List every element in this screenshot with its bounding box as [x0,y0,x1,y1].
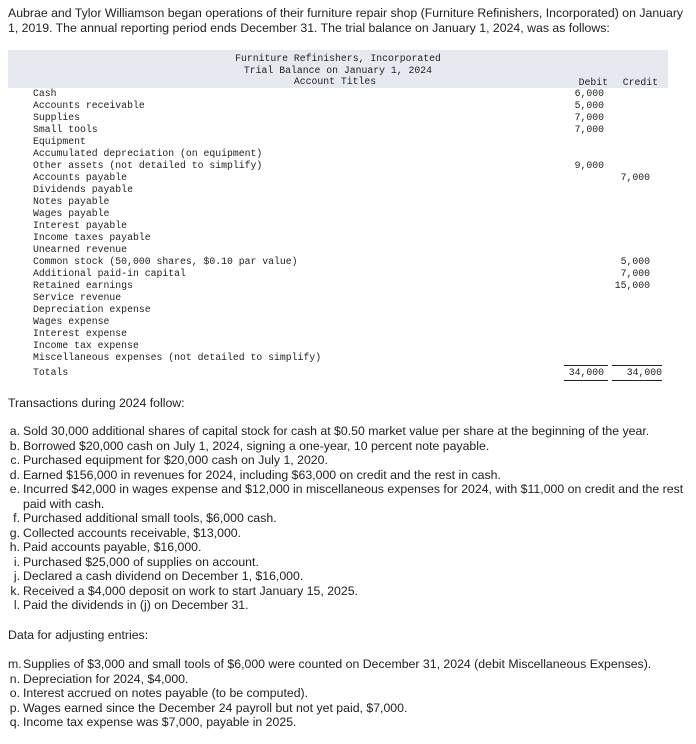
account-title: Small tools [33,124,98,135]
transaction-item [8,526,688,541]
account-title: Depreciation expense [33,304,151,315]
account-title: Interest payable [33,220,128,231]
credit-total: 34,000 [626,367,662,378]
trial-balance-row [8,100,668,112]
transaction-item-label: c. [10,453,20,467]
credit-amount: 7,000 [620,172,650,183]
trial-balance-row [8,196,668,208]
account-title: Other assets (not detailed to simplify) [33,160,263,171]
trial-balance-row [8,304,668,316]
trial-balance-row [8,124,668,136]
adjusting-item-label: m. [8,657,22,671]
adjusting-item [8,701,688,716]
transaction-item [8,482,688,511]
account-title: Income tax expense [33,340,139,351]
account-title: Wages payable [33,208,110,219]
adjusting-item-label: p. [9,700,20,715]
account-title: Notes payable [33,196,110,207]
transaction-item-text: Purchased $25,000 of supplies on account. [23,554,259,569]
account-title: Service revenue [33,292,122,303]
account-title: Interest expense [33,328,128,339]
adjusting-item-label: q. [9,715,20,729]
adjusting-item [8,715,688,730]
trial-balance-row [8,172,668,184]
company-name: Furniture Refinishers, Incorporated [235,53,441,64]
debit-amount: 9,000 [574,160,604,171]
debit-total-rule [564,365,608,366]
trial-balance-row [8,160,668,172]
credit-amount: 5,000 [620,256,650,267]
adjusting-item [8,657,688,672]
transaction-item-text: Sold 30,000 additional shares of capital stock for cash at $0.50 market value per share at the beginning of the year. [23,424,650,438]
trial-balance-row [8,148,668,160]
transaction-item-text: Earned $156,000 in revenues for 2024, including $63,000 on credit and the rest in cash. [23,467,501,482]
account-title: Miscellaneous expenses (not detailed to simplify) [33,352,322,363]
account-title: Income taxes payable [33,232,151,243]
credit-total-underline [612,380,662,381]
trial-balance-row [8,220,668,232]
transaction-item-label: j. [13,569,20,583]
credit-header: Credit [622,77,658,88]
transaction-item [8,540,688,555]
transaction-item-text: Paid the dividends in (j) on December 31. [23,598,249,612]
transaction-item-text: Declared a cash dividend on December 1, $16,000. [23,569,304,583]
problem-intro: Aubrae and Tylor Williamson began operations of their furniture repair shop (Furniture Refinishers, Incorporated) on January 1, 2019. The annual reporting period ends December 31. The trial balance on January 1, 2024, was as follows: [8,6,684,35]
transaction-item-label: d. [9,467,20,482]
debit-amount: 5,000 [574,100,604,111]
adjusting-item-text: Income tax expense was $7,000, payable in 2025. [23,715,297,729]
trial-balance-row [8,112,668,124]
adjusting-item [8,672,688,687]
transaction-item-text: Purchased additional small tools, $6,000 cash. [23,511,277,525]
transaction-item-text: Paid accounts payable, $16,000. [23,540,202,554]
transaction-item [8,598,688,613]
trial-balance-row [8,244,668,256]
transaction-item [8,555,688,570]
account-title: Accumulated depreciation (on equipment) [33,148,263,159]
totals-row [8,367,668,379]
trial-balance-row [8,328,668,340]
account-title: Unearned revenue [33,244,128,255]
transaction-item-label: l. [13,598,20,612]
adjusting-item [8,686,688,701]
transaction-item [8,439,688,454]
transaction-item [8,424,688,439]
trial-balance-row [8,292,668,304]
adjusting-item-text: Supplies of $3,000 and small tools of $6,000 were counted on December 31, 2024 (debit Miscellaneous Expenses). [23,657,652,671]
transaction-item [8,584,688,599]
adjusting-item-label: o. [9,686,20,700]
transaction-item [8,468,688,483]
trial-balance-row [8,340,668,352]
trial-balance-row [8,268,668,280]
trial-balance-row [8,316,668,328]
debit-total: 34,000 [568,367,604,378]
trial-balance-row [8,136,668,148]
transaction-item-label: h. [9,540,20,554]
transaction-item-label: b. [9,438,20,453]
account-title: Cash [33,88,57,99]
debit-amount: 7,000 [574,124,604,135]
trial-balance-row [8,184,668,196]
account-title: Equipment [33,136,86,147]
adjusting-item-label: n. [9,671,20,686]
trial-balance-row [8,208,668,220]
credit-amount: 15,000 [614,280,650,291]
trial-balance-row [8,232,668,244]
trial-balance-row [8,256,668,268]
transaction-item-text: Purchased equipment for $20,000 cash on July 1, 2020. [23,453,328,467]
transactions-heading: Transactions during 2024 follow: [8,396,185,410]
account-title: Additional paid-in capital [33,268,186,279]
transactions-list [8,424,688,613]
adjusting-item-text: Interest accrued on notes payable (to be computed). [23,686,309,700]
transaction-item-text: Received a $4,000 deposit on work to start January 15, 2025. [23,583,358,598]
transaction-item-text: Borrowed $20,000 cash on July 1, 2024, signing a one-year, 10 percent note payable. [23,438,490,453]
account-title: Retained earnings [33,280,133,291]
account-titles-header: Account Titles [293,76,377,87]
account-title: Accounts payable [33,172,128,183]
transaction-item [8,569,688,584]
transaction-item [8,453,688,468]
account-title: Wages expense [33,316,110,327]
account-title: Common stock (50,000 shares, $0.10 par value) [33,256,298,267]
trial-balance-row [8,352,668,364]
debit-amount: 6,000 [574,88,604,99]
debit-total-underline [564,380,608,381]
adjusting-item-text: Wages earned since the December 24 payroll but not yet paid, $7,000. [23,700,408,715]
trial-balance-row [8,280,668,292]
transaction-item-label: e. [9,482,20,496]
transaction-item-label: i. [13,554,20,569]
transaction-item-label: k. [10,583,20,598]
transaction-item-text: Collected accounts receivable, $13,000. [23,525,242,540]
account-title: Accounts receivable [33,100,145,111]
trial-balance-row [8,88,668,100]
trial-balance-header [8,50,668,88]
trial-balance-subtitle: Trial Balance on January 1, 2024 [243,65,433,76]
debit-amount: 7,000 [574,112,604,123]
transaction-item-label: f. [13,511,20,525]
transaction-item [8,511,688,526]
account-title: Supplies [33,112,81,123]
adjusting-list [8,657,688,730]
transaction-item-label: a. [9,424,20,438]
transaction-item-label: g. [9,525,20,540]
account-title: Dividends payable [33,184,133,195]
adjusting-item-text: Depreciation for 2024, $4,000. [23,671,189,686]
adjusting-heading: Data for adjusting entries: [8,628,149,642]
credit-amount: 7,000 [620,268,650,279]
transaction-item-text: Incurred $42,000 in wages expense and $12,000 in miscellaneous expenses for 2024, with $11,000 on credit and the rest paid with cash. [23,482,684,511]
debit-header: Debit [578,77,608,88]
credit-total-rule [612,365,662,366]
totals-label: Totals [33,367,69,378]
